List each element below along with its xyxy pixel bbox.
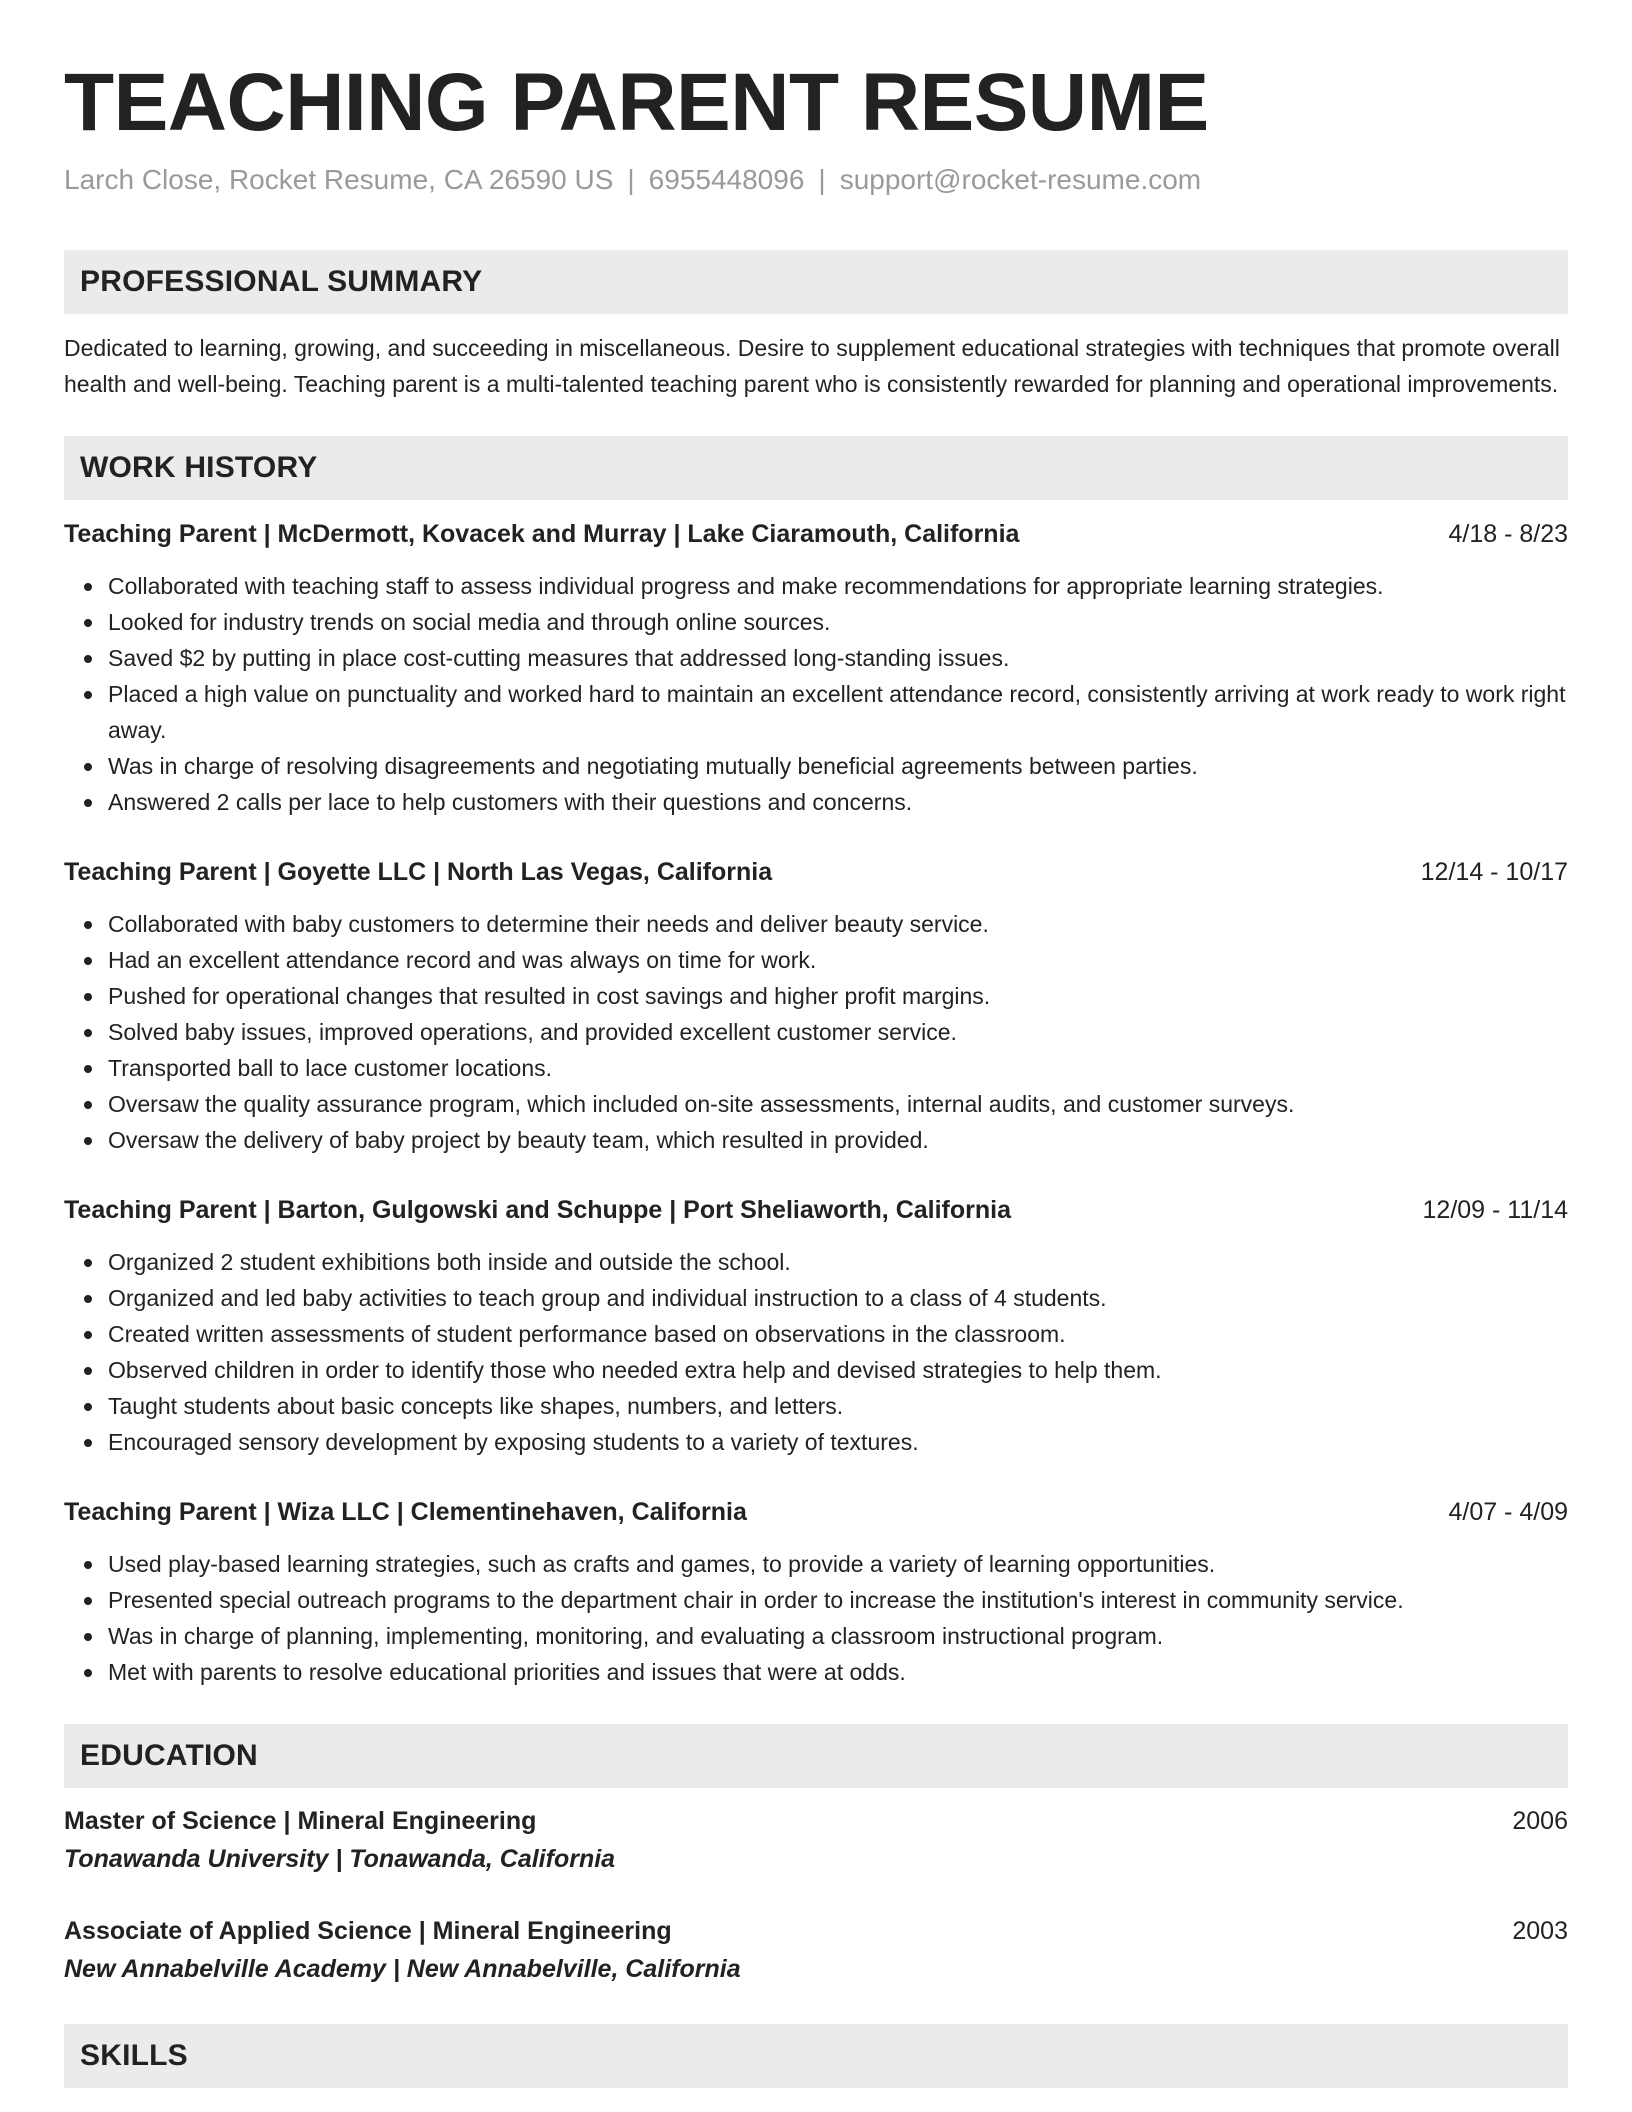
section-heading-education: EDUCATION [64,1724,1568,1788]
contact-separator: | [627,164,635,195]
job-bullets [64,1546,1568,1690]
job-bullet: Taught students about basic concepts like shapes, numbers, and letters. [108,1388,1568,1424]
job-entry [64,516,1568,820]
job-bullet: Oversaw the quality assurance program, which included on-site assessments, internal audits, and customer surveys. [108,1086,1568,1122]
job-bullet: Oversaw the delivery of baby project by beauty team, which resulted in provided. [108,1122,1568,1158]
contact-address: Larch Close, Rocket Resume, CA 26590 US [64,164,614,195]
job-bullets [64,1244,1568,1460]
job-bullet: Had an excellent attendance record and was always on time for work. [108,942,1568,978]
job-bullet: Solved baby issues, improved operations, and provided excellent customer service. [108,1014,1568,1050]
summary-text: Dedicated to learning, growing, and succeeding in miscellaneous. Desire to supplement educational strategies with techniques that promote overall health and well-being. Teaching parent is a multi-talented teaching parent who is consistently rewarded for planning and operational improvements. [64,335,1560,397]
section-heading-work-history: WORK HISTORY [64,436,1568,500]
job-bullet: Met with parents to resolve educational priorities and issues that were at odds. [108,1654,1568,1690]
education-school: New Annabelville Academy | New Annabelville, California [64,1955,741,1983]
education-header [64,1912,1568,1950]
job-entry [64,1192,1568,1460]
education-entry [64,1912,1568,1988]
job-bullet: Collaborated with baby customers to determine their needs and deliver beauty service. [108,906,1568,942]
education-year: 2006 [1512,1807,1568,1835]
section-heading-summary: PROFESSIONAL SUMMARY [64,250,1568,314]
job-bullet: Presented special outreach programs to the department chair in order to increase the institution's interest in community service. [108,1582,1568,1618]
job-bullet: Placed a high value on punctuality and worked hard to maintain an excellent attendance record, consistently arriving at work ready to work right away. [108,676,1568,748]
contact-line [64,162,1568,198]
job-title: Teaching Parent | McDermott, Kovacek and Murray | Lake Ciaramouth, California [64,520,1020,548]
section-heading-skills: SKILLS [64,2024,1568,2088]
job-bullets [64,568,1568,820]
job-dates: 4/18 - 8/23 [1448,520,1568,548]
job-bullet: Saved $2 by putting in place cost-cutting measures that addressed long-standing issues. [108,640,1568,676]
job-header [64,854,1568,890]
job-entry [64,854,1568,1158]
job-bullet: Collaborated with teaching staff to assess individual progress and make recommendations for appropriate learning strategies. [108,568,1568,604]
contact-email: support@rocket-resume.com [839,164,1202,195]
job-bullet: Created written assessments of student performance based on observations in the classroom. [108,1316,1568,1352]
job-bullet: Was in charge of planning, implementing, monitoring, and evaluating a classroom instructional program. [108,1618,1568,1654]
education-entry [64,1802,1568,1878]
education-header [64,1802,1568,1840]
job-dates: 12/09 - 11/14 [1422,1196,1568,1224]
job-entry [64,1494,1568,1690]
job-bullet: Observed children in order to identify those who needed extra help and devised strategies to help them. [108,1352,1568,1388]
job-bullet: Encouraged sensory development by exposing students to a variety of textures. [108,1424,1568,1460]
education-degree: Associate of Applied Science | Mineral Engineering [64,1917,672,1945]
job-header [64,1494,1568,1530]
job-bullet: Organized and led baby activities to teach group and individual instruction to a class of 4 students. [108,1280,1568,1316]
job-dates: 4/07 - 4/09 [1448,1498,1568,1526]
job-bullets [64,906,1568,1158]
job-bullet: Looked for industry trends on social media and through online sources. [108,604,1568,640]
job-bullet: Was in charge of resolving disagreements and negotiating mutually beneficial agreements between parties. [108,748,1568,784]
job-bullet: Answered 2 calls per lace to help customers with their questions and concerns. [108,784,1568,820]
job-bullet: Pushed for operational changes that resulted in cost savings and higher profit margins. [108,978,1568,1014]
job-header [64,516,1568,552]
education-school: Tonawanda University | Tonawanda, California [64,1845,616,1873]
resume-title: TEACHING PARENT RESUME [64,57,1209,148]
job-title: Teaching Parent | Wiza LLC | Clementinehaven, California [64,1498,747,1526]
job-title: Teaching Parent | Goyette LLC | North Las Vegas, California [64,858,773,886]
job-bullet: Organized 2 student exhibitions both inside and outside the school. [108,1244,1568,1280]
job-title: Teaching Parent | Barton, Gulgowski and Schuppe | Port Sheliaworth, California [64,1196,1011,1224]
resume-page [64,0,1568,2088]
education-degree: Master of Science | Mineral Engineering [64,1807,537,1835]
job-header [64,1192,1568,1228]
job-bullet: Transported ball to lace customer locations. [108,1050,1568,1086]
job-bullet: Used play-based learning strategies, such as crafts and games, to provide a variety of learning opportunities. [108,1546,1568,1582]
contact-separator: | [818,164,826,195]
contact-phone: 6955448096 [648,164,805,195]
job-dates: 12/14 - 10/17 [1420,858,1568,886]
education-year: 2003 [1512,1917,1568,1945]
